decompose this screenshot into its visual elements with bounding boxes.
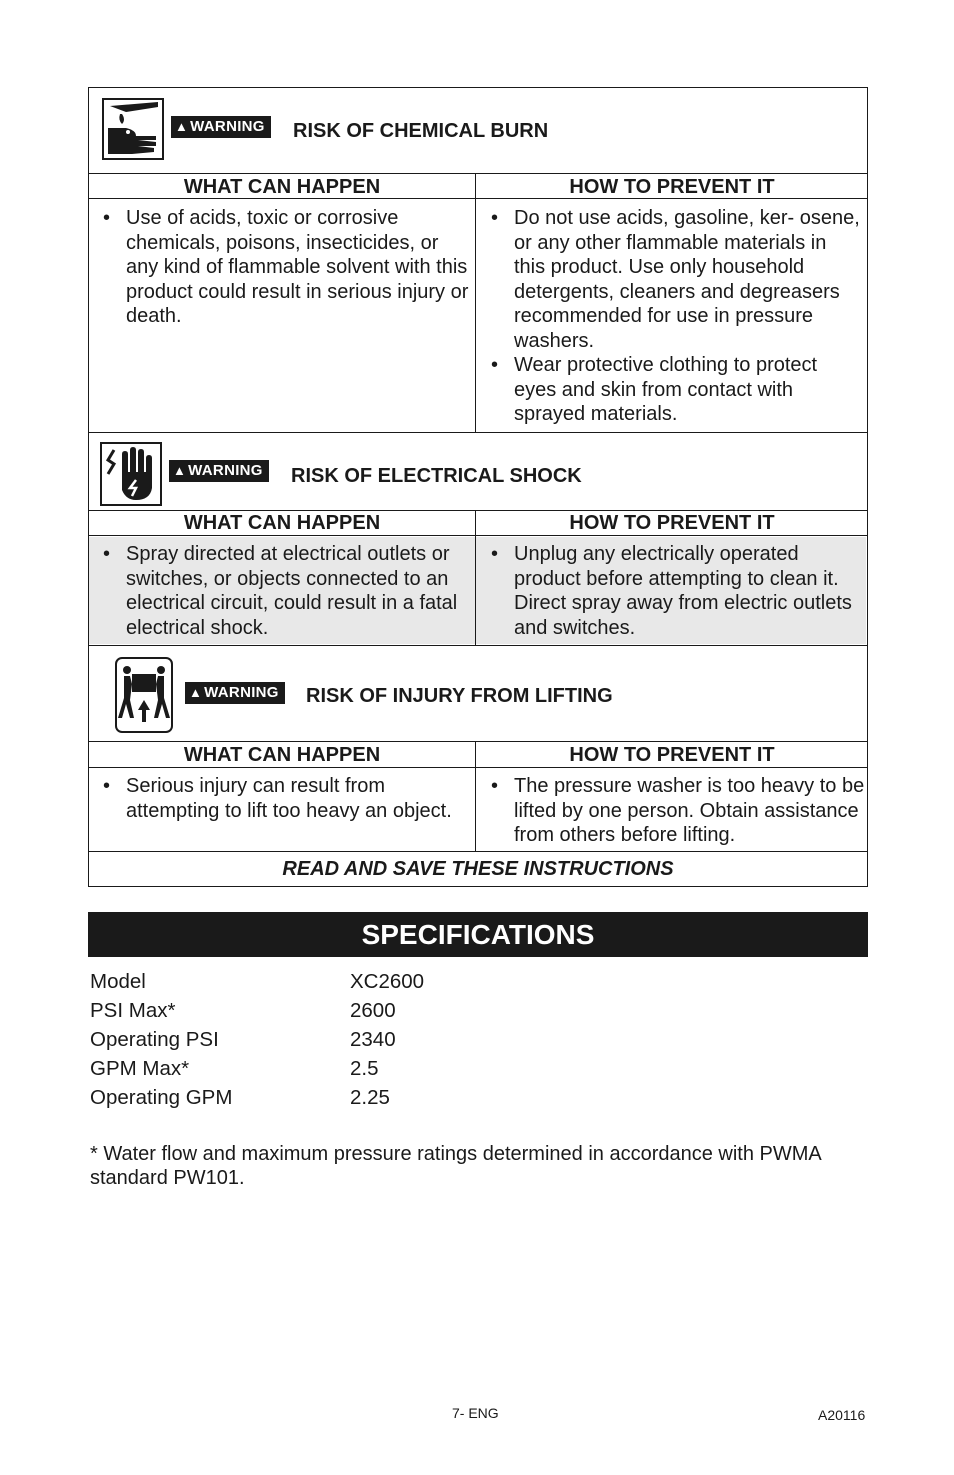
list-item: • Spray directed at electrical outlets or switches, or objects connected to an electrical circuit, could result in a fatal electrical shock. bbox=[89, 542, 473, 640]
spec-value-model: XC2600 bbox=[350, 970, 425, 993]
chemical-burn-icon bbox=[102, 98, 164, 165]
spec-label-psi-max: PSI Max* bbox=[90, 999, 176, 1022]
warning-badge: ▲ WARNING bbox=[171, 116, 271, 138]
how-to-prevent-header: HOW TO PREVENT IT bbox=[569, 176, 775, 198]
how-to-prevent-cell bbox=[477, 774, 865, 848]
spec-value-gpm-max: 2.5 bbox=[350, 1057, 379, 1080]
spec-value-operating-gpm: 2.25 bbox=[350, 1086, 390, 1109]
page-number: 7- ENG bbox=[452, 1405, 499, 1421]
lifting-icon bbox=[114, 656, 174, 739]
document-number: A20116 bbox=[818, 1407, 866, 1423]
spec-label-operating-psi: Operating PSI bbox=[90, 1028, 219, 1051]
list-item: • Serious injury can result from attempting to lift too heavy an object. bbox=[89, 774, 473, 823]
list-item: • Unplug any electrically operated product before attempting to clean it. Direct spray away from electric outlets and switches. bbox=[477, 542, 863, 640]
warning-badge: ▲ WARNING bbox=[185, 682, 285, 704]
electrical-shock-icon bbox=[100, 442, 162, 511]
safety-warnings-table bbox=[88, 87, 868, 887]
warning-triangle-icon: ▲ bbox=[173, 463, 187, 478]
what-can-happen-cell bbox=[89, 206, 473, 329]
spec-label-operating-gpm: Operating GPM bbox=[90, 1086, 233, 1109]
spec-value-psi-max: 2600 bbox=[350, 999, 396, 1022]
list-item: • The pressure washer is too heavy to be lifted by one person. Obtain assistance from others before lifting. bbox=[477, 774, 865, 848]
list-item: • Use of acids, toxic or corrosive chemicals, poisons, insecticides, or any kind of flammable solvent with this product could result in serious injury or death. bbox=[89, 206, 473, 329]
warning-badge: ▲ WARNING bbox=[169, 460, 269, 482]
how-to-prevent-header: HOW TO PREVENT IT bbox=[569, 512, 775, 534]
what-can-happen-header: WHAT CAN HAPPEN bbox=[183, 512, 381, 534]
what-can-happen-header: WHAT CAN HAPPEN bbox=[183, 744, 381, 766]
list-item: • Do not use acids, gasoline, ker- osene, or any other flammable materials in this product. Use only household detergents, cleaners and degreasers recommended for use in pressure washers. bbox=[477, 206, 863, 353]
list-item: • Wear protective clothing to protect eyes and skin from contact with sprayed materials. bbox=[477, 353, 863, 427]
risk-title: RISK OF ELECTRICAL SHOCK bbox=[291, 465, 582, 487]
warning-triangle-icon: ▲ bbox=[189, 685, 203, 700]
risk-title: RISK OF CHEMICAL BURN bbox=[293, 120, 549, 142]
specifications-footnote: * Water flow and maximum pressure ratings determined in accordance with PWMA standard PW101. bbox=[90, 1143, 821, 1189]
spec-label-model: Model bbox=[90, 970, 146, 993]
spec-label-gpm-max: GPM Max* bbox=[90, 1057, 190, 1080]
how-to-prevent-cell bbox=[477, 206, 863, 427]
specifications-title: SPECIFICATIONS bbox=[88, 912, 868, 957]
what-can-happen-header: WHAT CAN HAPPEN bbox=[183, 176, 381, 198]
read-and-save-notice: READ AND SAVE THESE INSTRUCTIONS bbox=[282, 858, 674, 880]
risk-title: RISK OF INJURY FROM LIFTING bbox=[306, 685, 613, 707]
warning-triangle-icon: ▲ bbox=[175, 119, 189, 134]
how-to-prevent-cell bbox=[477, 542, 863, 640]
spec-value-operating-psi: 2340 bbox=[350, 1028, 396, 1051]
what-can-happen-cell bbox=[89, 774, 473, 823]
how-to-prevent-header: HOW TO PREVENT IT bbox=[569, 744, 775, 766]
what-can-happen-cell bbox=[89, 542, 473, 640]
